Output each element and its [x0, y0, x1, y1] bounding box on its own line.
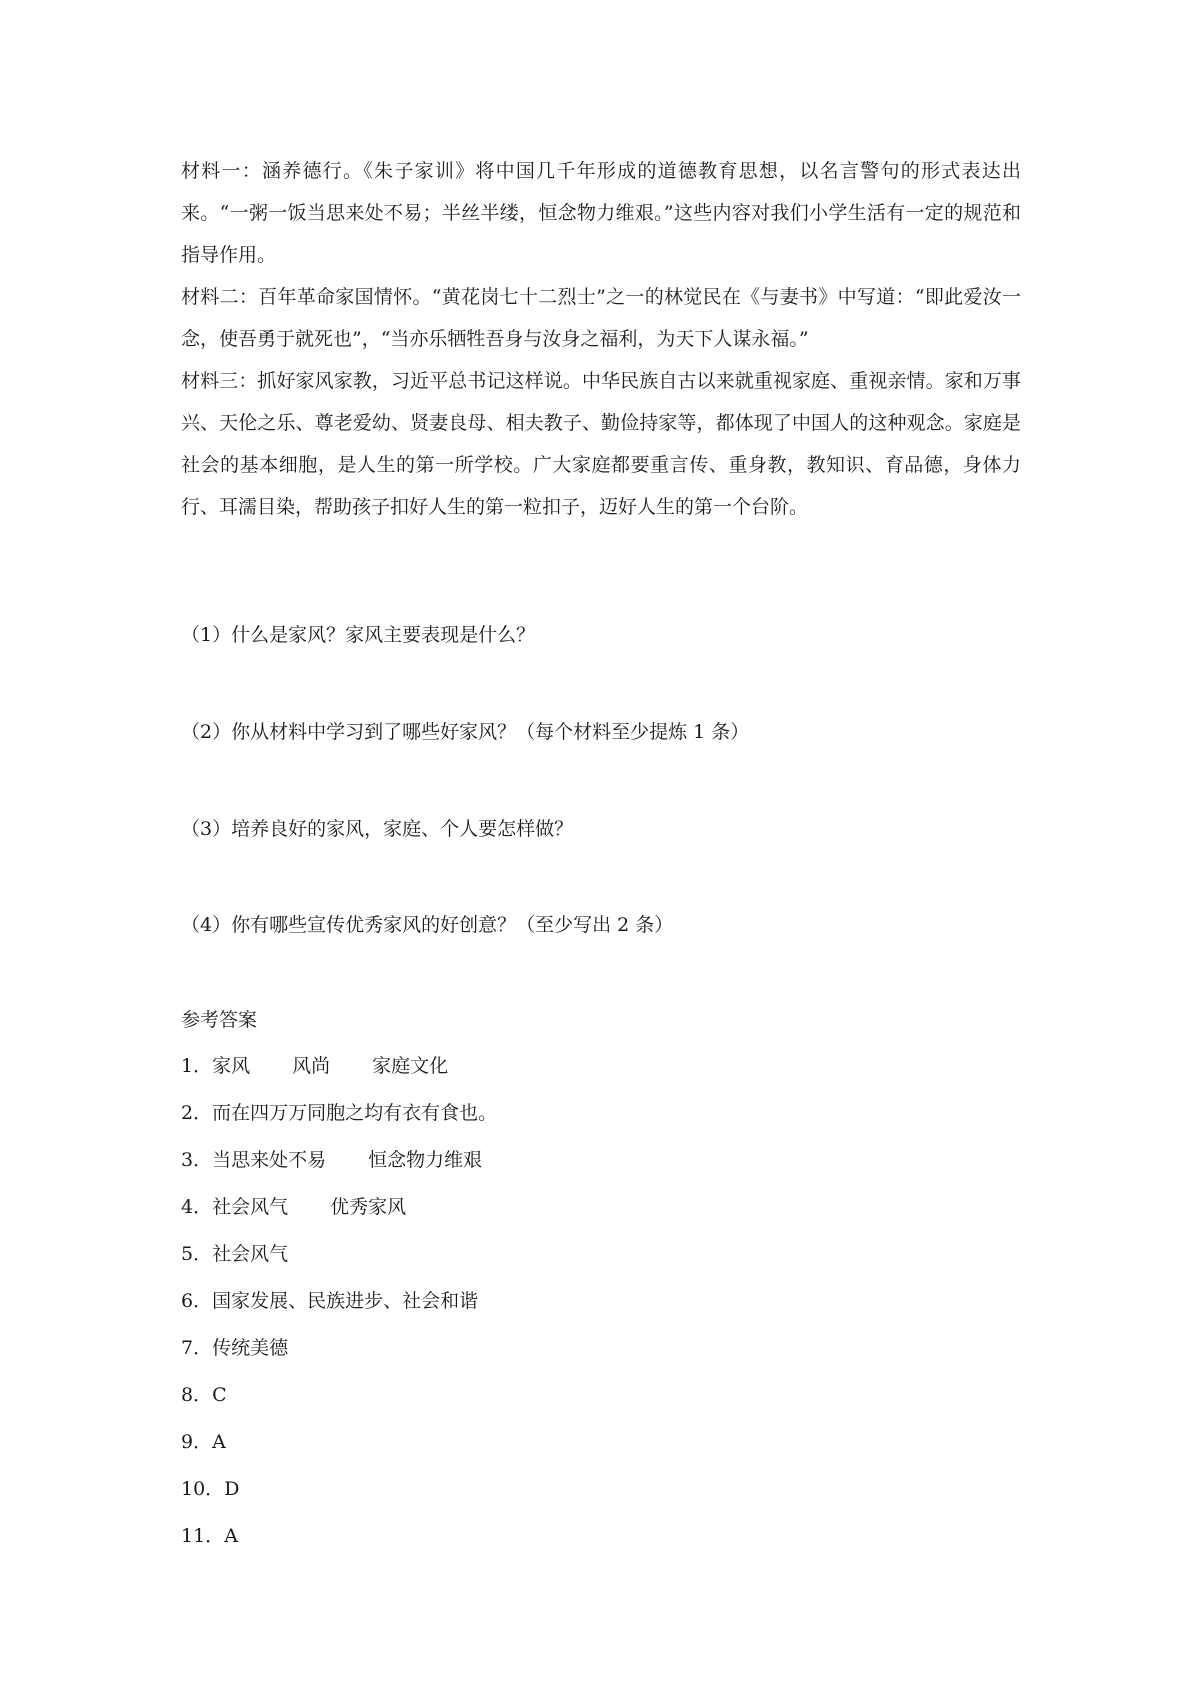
answer-number: 7． — [181, 1337, 213, 1359]
answer-number: 2． — [181, 1102, 213, 1124]
answer-item — [181, 1522, 981, 1569]
answer-text: 国家发展、民族进步、社会和谐 — [212, 1290, 479, 1312]
answer-text: 社会风气 — [212, 1243, 289, 1265]
answer-key-heading: 参考答案 — [181, 1009, 258, 1031]
answer-text: 风尚 — [292, 1055, 331, 1077]
answer-item — [181, 1052, 981, 1099]
answer-item — [181, 1287, 981, 1334]
question-2: （2）你从材料中学习到了哪些好家风？（每个材料至少提炼 1 条） — [181, 721, 750, 743]
answer-text: 传统美德 — [212, 1337, 289, 1359]
answer-number: 3． — [181, 1149, 213, 1171]
answer-item — [181, 1099, 981, 1146]
question-4: （4）你有哪些宣传优秀家风的好创意？（至少写出 2 条） — [181, 914, 674, 936]
question-3: （3）培养良好的家风，家庭、个人要怎样做？ — [181, 818, 574, 840]
answer-key-section — [181, 1006, 981, 1569]
question-1: （1）什么是家风？家风主要表现是什么？ — [181, 624, 536, 646]
materials-section — [181, 150, 1021, 528]
answer-text: C — [212, 1384, 227, 1406]
answer-number: 4． — [181, 1196, 213, 1218]
answer-text: 社会风气 — [212, 1196, 289, 1218]
answer-item — [181, 1334, 981, 1381]
answer-number: 1． — [181, 1055, 213, 1077]
answer-item — [181, 1475, 981, 1522]
answer-text: 当思来处不易 — [212, 1149, 327, 1171]
material-2-paragraph: 材料二：百年革命家国情怀。“黄花岗七十二烈士”之一的林觉民在《与妻书》中写道：“即此爱汝一念，使吾勇于就死也”，“当亦乐牺牲吾身与汝身之福利，为天下人谋永福。” — [181, 286, 1021, 350]
answer-number: 5． — [181, 1243, 213, 1265]
answer-text: A — [212, 1431, 226, 1453]
answer-text: 家庭文化 — [372, 1055, 449, 1077]
answer-text: 恒念物力维艰 — [368, 1149, 483, 1171]
answer-text: 优秀家风 — [330, 1196, 407, 1218]
answer-number: 6． — [181, 1290, 213, 1312]
answer-text: D — [224, 1478, 240, 1500]
answer-text: 家风 — [212, 1055, 251, 1077]
answer-item — [181, 1240, 981, 1287]
answer-text: A — [224, 1525, 238, 1547]
answer-text: 而在四万万同胞之均有衣有食也。 — [212, 1102, 498, 1124]
answer-number: 9． — [181, 1431, 213, 1453]
answer-number: 10． — [181, 1478, 225, 1500]
answer-list — [181, 1052, 981, 1569]
material-3-paragraph: 材料三：抓好家风家教，习近平总书记这样说。中华民族自古以来就重视家庭、重视亲情。家和万事兴、天伦之乐、尊老爱幼、贤妻良母、相夫教子、勤俭持家等，都体现了中国人的这种观念。家庭是社会的基本细胞，是人生的第一所学校。广大家庭都要重言传、重身教，教知识、育品德，身体力行、耳濡目染，帮助孩子扣好人生的第一粒扣子，迈好人生的第一个台阶。 — [181, 370, 1021, 518]
material-1-paragraph: 材料一：涵养德行。《朱子家训》将中国几千年形成的道德教育思想，以名言警句的形式表达出来。“一粥一饭当思来处不易；半丝半缕，恒念物力维艰。”这些内容对我们小学生活有一定的规范和指导作用。 — [181, 160, 1021, 266]
answer-item — [181, 1146, 981, 1193]
answer-item — [181, 1193, 981, 1240]
answer-number: 11． — [181, 1525, 225, 1547]
answer-number: 8． — [181, 1384, 213, 1406]
answer-item — [181, 1428, 981, 1475]
answer-item — [181, 1381, 981, 1428]
